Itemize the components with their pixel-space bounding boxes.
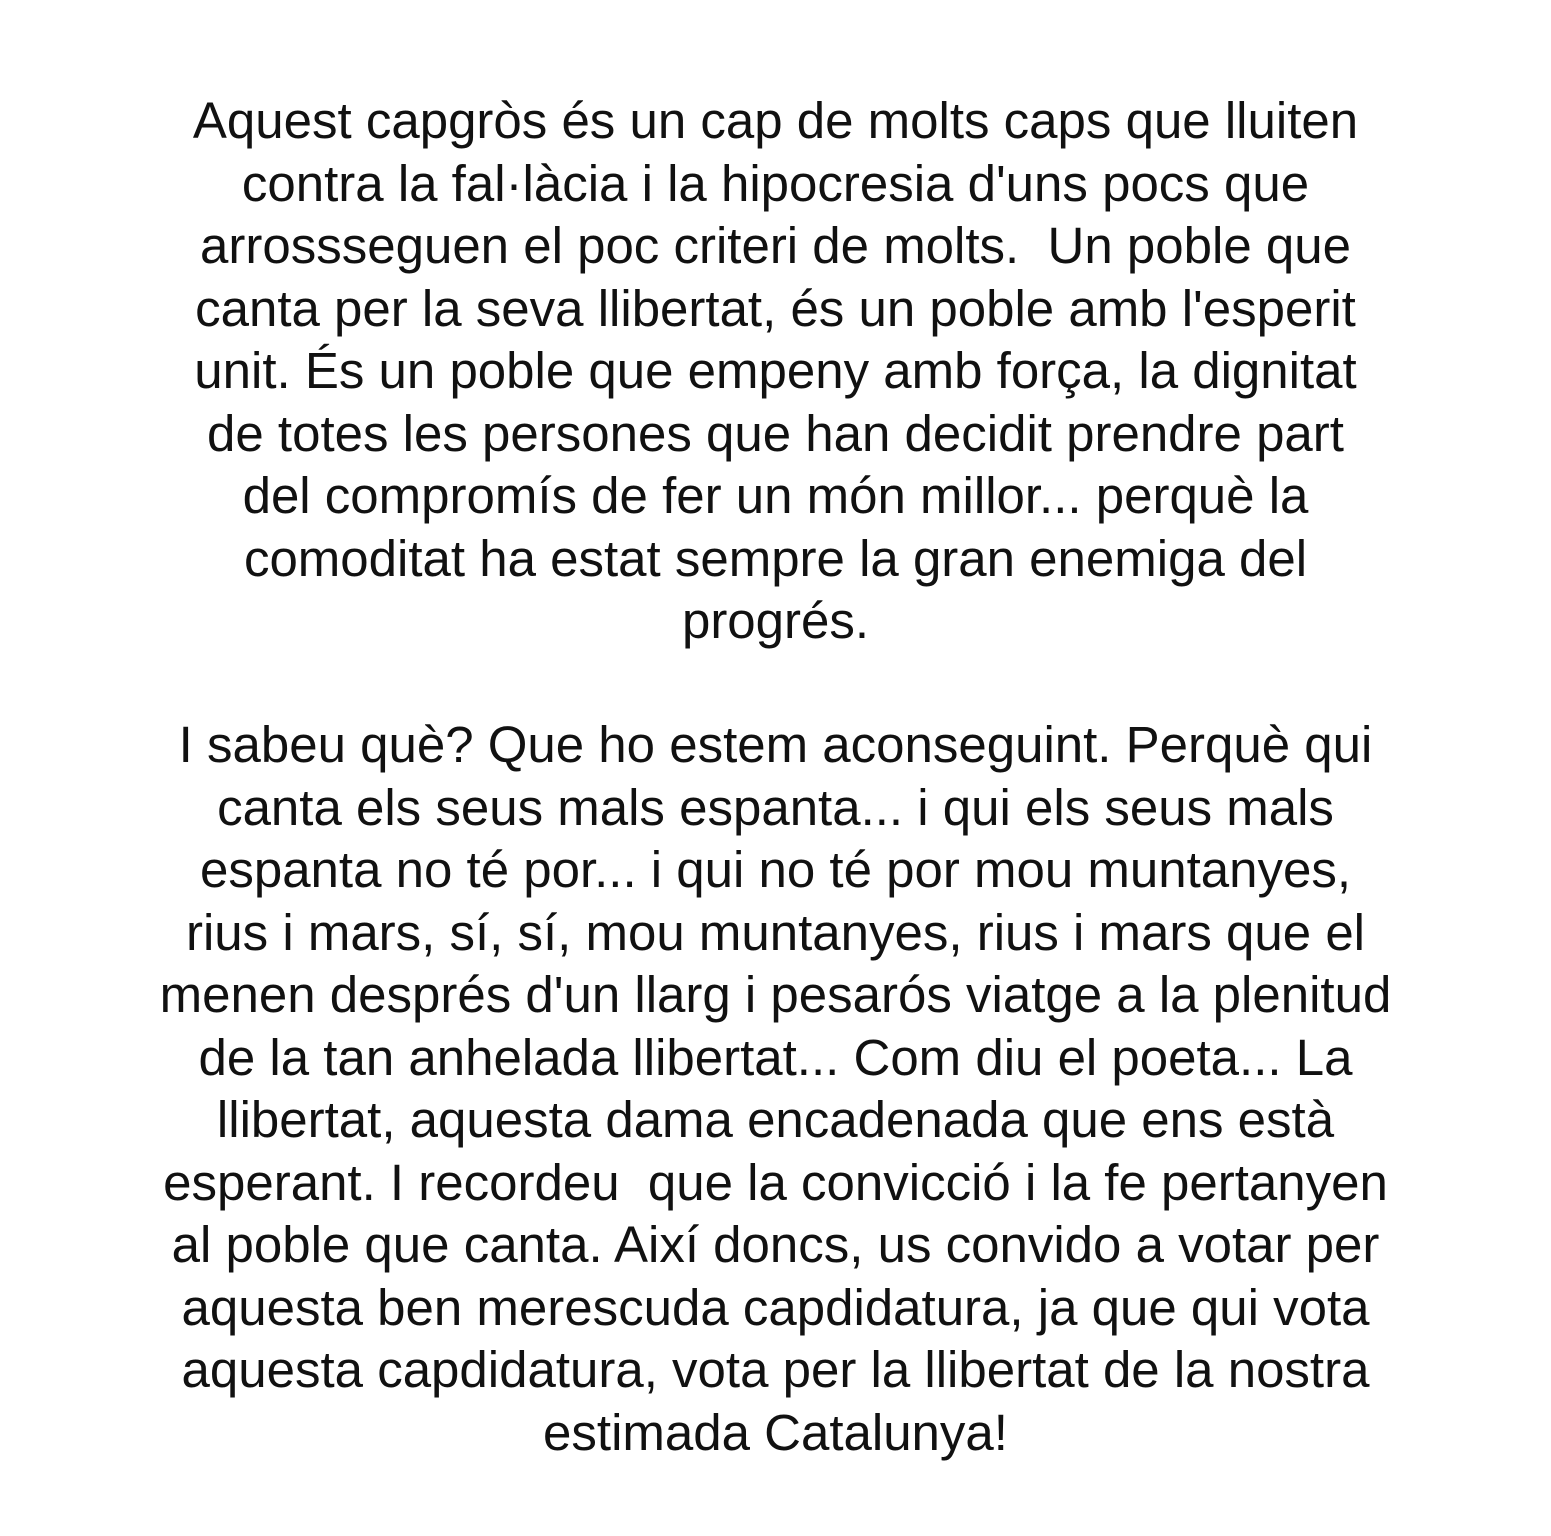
text-line: de totes les persones que han decidit prendre part [207, 404, 1344, 462]
text-line: Aquest capgròs és un cap de molts caps que lluiten [192, 92, 1359, 149]
text-line: rius i mars, sí, sí, mou muntanyes, rius i mars que el [185, 903, 1366, 961]
paragraph-1 [0, 90, 1551, 653]
text-line: llibertat, aquesta dama encadenada que ens està [216, 1091, 1335, 1148]
text-line: progrés. [681, 592, 870, 649]
text-line: canta per la seva llibertat, és un poble amb l'esperit [195, 279, 1356, 337]
text-line: de la tan anhelada llibertat... Com diu el poeta... La [198, 1028, 1353, 1086]
text-line: aquesta ben merescuda capdidatura, ja que qui vota [181, 1278, 1370, 1336]
text-line: al poble que canta. Així doncs, us convido a votar per [171, 1216, 1380, 1273]
text-line: arrossseguen el poc criteri de molts. Un poble que [200, 217, 1351, 274]
text-line: comoditat ha estat sempre la gran enemiga del [243, 529, 1308, 587]
text-line: menen després d'un llarg i pesarós viatge a la plenitud [159, 966, 1392, 1023]
text-line: del compromís de fer un món millor... perquè la [242, 467, 1309, 524]
text-line: canta els seus mals espanta... i qui els seus mals [217, 778, 1334, 836]
text-line: espanta no té por... i qui no té por mou muntanyes, [199, 841, 1352, 898]
paragraph-2 [0, 714, 1551, 1464]
text-line: esperant. I recordeu que la convicció i la fe pertanyen [163, 1153, 1388, 1211]
text-line: contra la fal·làcia i la hipocresia d'uns pocs que [241, 154, 1310, 212]
text-line: aquesta capdidatura, vota per la llibertat de la nostra [181, 1341, 1370, 1398]
text-line: estimada Catalunya! [543, 1403, 1008, 1461]
text-line: I sabeu què? Que ho estem aconseguint. Perquè qui [178, 716, 1373, 773]
text-line: unit. És un poble que empeny amb força, la dignitat [194, 342, 1357, 399]
